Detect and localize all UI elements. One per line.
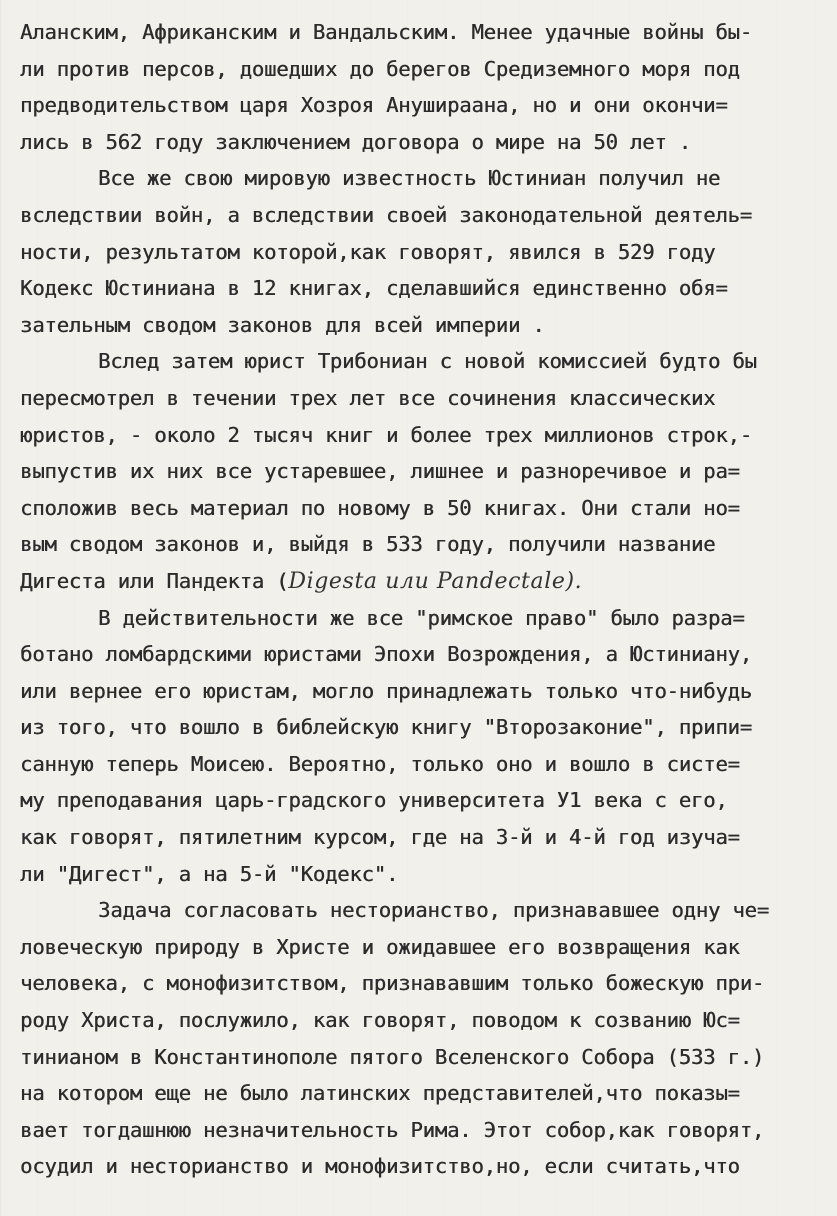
- text-line: юристов, - около 2 тысяч книг и более трех миллионов строк,-: [20, 422, 752, 447]
- text-line: на котором еще не было латинских представителей,что показы=: [20, 1081, 740, 1106]
- text-line: или вернее его юристам, могло принадлежать только что-нибудь: [20, 678, 752, 703]
- text-line: лись в 562 году заключением договора о мире на 50 лет .: [20, 129, 691, 154]
- text-line: ли "Дигест", а на 5-й "Кодекс".: [20, 861, 399, 886]
- document-text: [20, 14, 832, 1185]
- text-line: вает тогдашнюю незначительность Рима. Этот собор,как говорят,: [20, 1117, 765, 1142]
- text-line: зательным сводом законов для всей империи .: [20, 312, 545, 337]
- paragraph-start-line: В действительности же все "римское право" было разра=: [98, 605, 745, 630]
- text-line: человека, с монофизитством, признававшим только божескую при-: [20, 971, 765, 996]
- text-line: ности, результатом которой,как говорят, явился в 529 году: [20, 239, 716, 264]
- handwritten-note: Digesta или Pandectale).: [288, 568, 583, 594]
- text-line: ботано ломбардскими юристами Эпохи Возрождения, а Юстиниану,: [20, 642, 752, 667]
- text-line: роду Христа, послужило, как говорят, поводом к созванию Юс=: [20, 1008, 740, 1033]
- text-line: Аланским, Африканским и Вандальским. Менее удачные войны бы-: [20, 20, 752, 44]
- text-line: из того, что вошло в библейскую книгу "Второзаконие", припи=: [20, 715, 752, 740]
- text-line: вым сводом законов и, выйдя в 533 году, получили название: [20, 532, 716, 557]
- text-line: ловеческую природу в Христе и ожидавшее его возвращения как: [20, 934, 740, 959]
- text-line: пересмотрел в течении трех лет все сочинения классических: [20, 385, 716, 410]
- paragraph-start-line: Все же свою мировую известность Юстиниан получил не: [98, 166, 721, 191]
- text-line-with-handwriting: [20, 563, 832, 600]
- text-line: выпустив их них все устаревшее, лишнее и разноречивое и ра=: [20, 459, 740, 484]
- typed-fragment: Дигеста или Пандекта (: [20, 568, 289, 593]
- text-line: осудил и несторианство и монофизитство,но, если считать,что: [20, 1154, 740, 1179]
- paragraph-start-line: Вслед затем юрист Трибониан с новой комиссией будто бы: [98, 349, 757, 374]
- text-line: ли против персов, дошедших до берегов Средиземного моря под: [20, 56, 740, 81]
- text-line: Кодекс Юстиниана в 12 книгах, сделавшийся единственно обя=: [20, 276, 728, 301]
- text-line: как говорят, пятилетним курсом, где на 3-й и 4-й год изуча=: [20, 825, 740, 850]
- text-line: му преподавания царь-градского университета У1 века с его,: [20, 788, 728, 813]
- text-line: сположив весь материал по новому в 50 книгах. Они стали но=: [20, 495, 740, 520]
- paragraph-start-line: Задача согласовать несторианство, признававшее одну че=: [98, 898, 769, 923]
- text-line: санную теперь Моисею. Вероятно, только оно и вошло в систе=: [20, 751, 740, 776]
- text-line: вследствии войн, а вследствии своей законодательной деятель=: [20, 202, 752, 227]
- text-line: тинианом в Константинополе пятого Вселенского Собора (533 г.): [20, 1044, 765, 1069]
- text-line: предводительством царя Хозроя Анушираана, но и они окончи=: [20, 93, 728, 118]
